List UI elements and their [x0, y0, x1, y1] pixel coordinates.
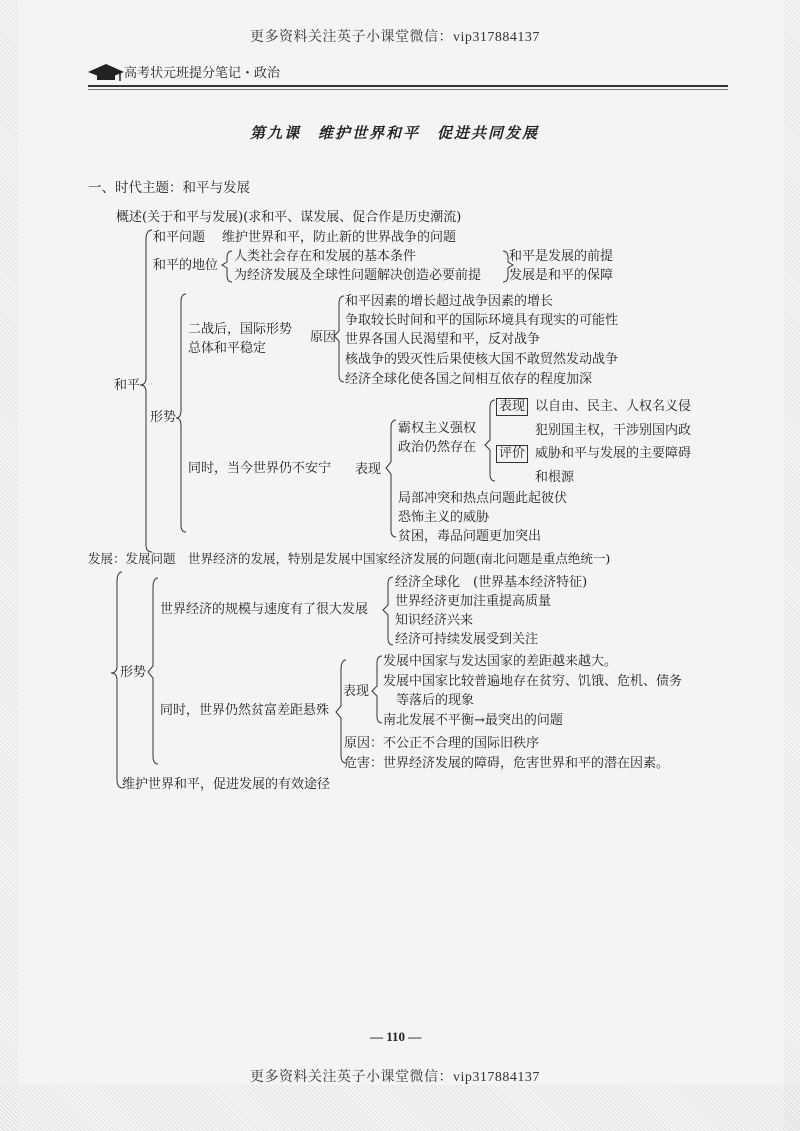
- watermark-top: 更多资料关注英子小课堂微信：vip317884137: [250, 30, 540, 45]
- growth-item-2: 世界经济更加注重提高质量: [395, 594, 552, 609]
- growth-item-1: 经济全球化 (世界基本经济特征): [395, 575, 588, 590]
- gap-item-3: 等落后的现象: [396, 693, 475, 708]
- overview-text: 概述(关于和平与发展)(求和平、谋发展、促合作是历史潮流): [116, 210, 462, 225]
- book-title: 高考状元班提分笔记・政治: [124, 65, 281, 80]
- other-manifest-3: 贫困，毒品问题更加突出: [398, 529, 542, 544]
- other-manifest-1: 局部冲突和热点问题此起彼伏: [398, 491, 568, 506]
- hegemony-line-1: 霸权主义强权: [398, 421, 477, 436]
- evaluation-line-1: 威胁和平与发展的主要障碍: [535, 446, 692, 461]
- reason-1: 和平因素的增长超过战争因素的增长: [345, 294, 554, 309]
- expression-line-1: 以自由、民主、人权名义侵: [535, 399, 692, 414]
- development-header: 发展：发展问题 世界经济的发展，特别是发展中国家经济发展的问题(南北问题是重点绝统一): [88, 551, 611, 566]
- evaluation-line-2: 和根源: [535, 470, 575, 485]
- peace-situation-label: 形势: [150, 410, 177, 425]
- peace-label: 和平: [114, 378, 141, 393]
- manifest-label: 表现: [355, 462, 382, 477]
- gap-cause: 原因：不公正不合理的国际旧秩序: [344, 736, 540, 751]
- page-number: — 110 —: [370, 1029, 422, 1044]
- dev-situation-label: 形势: [120, 665, 147, 680]
- expression-line-2: 犯别国主权，干涉别国内政: [535, 423, 692, 438]
- reason-5: 经济全球化使各国之间相互依存的程度加深: [345, 372, 593, 387]
- gap-item-1: 发展中国家与发达国家的差距越来越大。: [383, 654, 618, 669]
- peace-status-item-2: 为经济发展及全球性问题解决创造必要前提: [234, 268, 482, 283]
- watermark-bottom: 更多资料关注英子小课堂微信：vip317884137: [250, 1070, 540, 1085]
- other-manifest-2: 恐怖主义的威胁: [398, 510, 490, 525]
- expression-box: 表现: [496, 398, 528, 416]
- peace-status-right-2: 发展是和平的保障: [509, 268, 614, 283]
- growth-label: 世界经济的规模与速度有了很大发展: [160, 602, 369, 617]
- postwar-label-1: 二战后，国际形势: [188, 322, 293, 337]
- postwar-label-2: 总体和平稳定: [188, 341, 267, 356]
- reason-2: 争取较长时间和平的国际环境具有现实的可能性: [345, 313, 619, 328]
- gap-harm: 危害：世界经济发展的障碍，危害世界和平的潜在因素。: [344, 756, 670, 771]
- development-path: 维护世界和平，促进发展的有效途径: [122, 777, 331, 792]
- lesson-title: 第九课 维护世界和平 促进共同发展: [250, 124, 540, 142]
- peace-status-label: 和平的地位: [153, 258, 219, 273]
- reason-4: 核战争的毁灭性后果使核大国不敢贸然发动战争: [345, 352, 619, 367]
- gap-item-4: 南北发展不平衡→最突出的问题: [383, 713, 563, 728]
- gap-item-2: 发展中国家比较普遍地存在贫穷、饥饿、危机、债务: [383, 674, 683, 689]
- peace-issue-label: 和平问题: [153, 230, 206, 245]
- growth-item-4: 经济可持续发展受到关注: [395, 632, 539, 647]
- gap-label: 同时，世界仍然贫富差距悬殊: [160, 703, 330, 718]
- gap-manifest-label: 表现: [343, 684, 370, 699]
- unsafe-label: 同时，当今世界仍不安宁: [188, 461, 332, 476]
- hegemony-line-2: 政治仍然存在: [398, 440, 477, 455]
- reason-label: 原因: [310, 330, 337, 345]
- peace-status-right-1: 和平是发展的前提: [509, 249, 614, 264]
- growth-item-3: 知识经济兴来: [395, 613, 474, 628]
- reason-3: 世界各国人民渴望和平，反对战争: [345, 332, 541, 347]
- peace-status-item-1: 人类社会存在和发展的基本条件: [234, 249, 417, 264]
- evaluation-box: 评价: [496, 445, 528, 463]
- section-title: 一、时代主题：和平与发展: [88, 180, 250, 195]
- peace-issue-text: 维护世界和平，防止新的世界战争的问题: [222, 230, 457, 245]
